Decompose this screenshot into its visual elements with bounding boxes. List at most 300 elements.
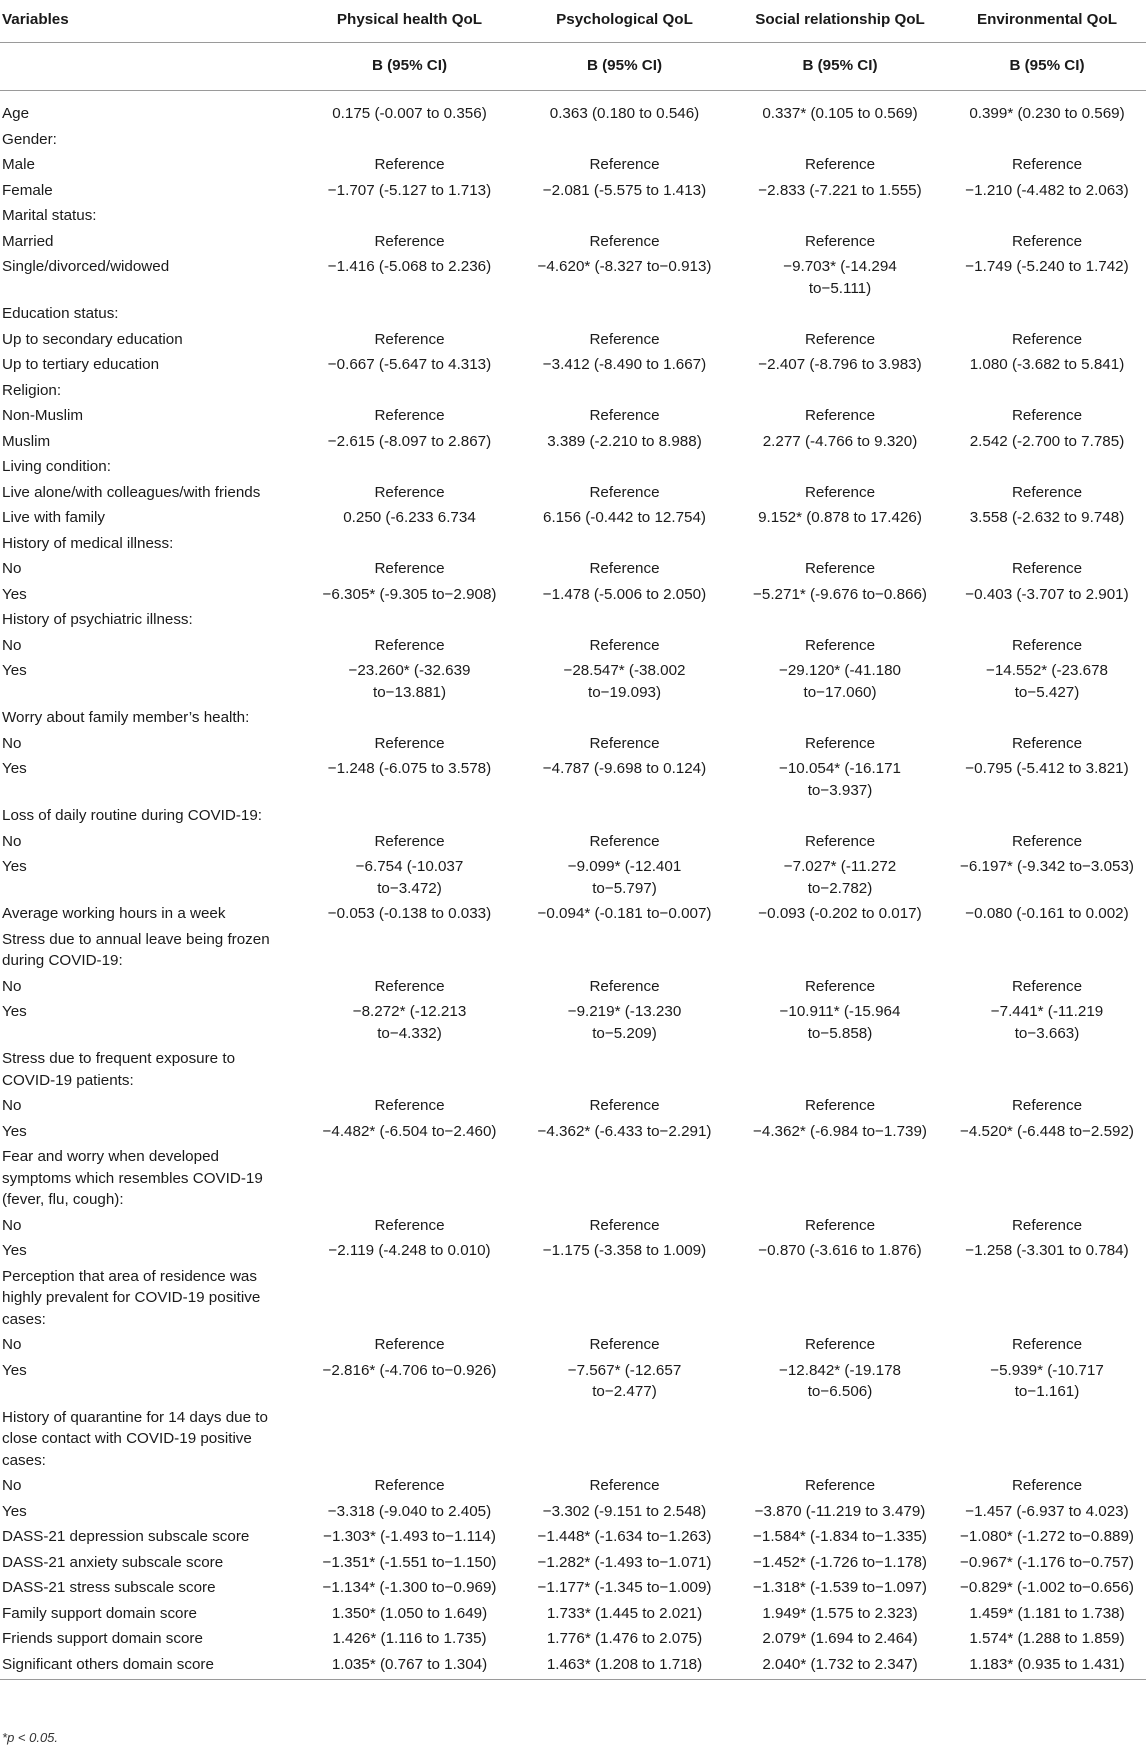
social-relationship-cell: Reference [804,1097,876,1114]
table-row [0,301,1146,327]
psychological-cell: Reference [589,1216,660,1234]
table-row [0,378,1146,404]
environmental-cell: −6.197* (-9.342 to−3.053) [960,858,1134,875]
variable-cell: Gender: [2,130,57,148]
variable-cell: No [2,560,22,577]
variable-cell: Marital status: [2,207,97,224]
social-relationship-cell [732,531,948,557]
social-relationship-cell: 0.337* (0.105 to 0.569) [762,105,918,122]
variable-cell: Yes [2,1502,27,1520]
variable-cell: Significant others domain score [0,1652,302,1680]
physical-health-cell: −1.351* (-1.551 to−1.150) [322,1553,497,1571]
psychological-cell: Reference [589,1097,660,1114]
table-row [0,974,1146,1000]
psychological-cell [517,378,732,404]
environmental-cell [948,454,1146,480]
psychological-cell: −3.302 (-9.151 to 2.548) [542,1502,707,1520]
environmental-cell [948,607,1146,633]
psychological-cell: Reference [589,1477,660,1494]
header-variables: Variables [0,0,302,42]
table-row [0,1550,1146,1576]
social-relationship-cell [732,454,948,480]
physical-health-cell [302,1144,517,1213]
table-row [0,1473,1146,1499]
table-row [0,582,1146,608]
physical-health-cell: Reference [374,407,445,424]
table-row [0,705,1146,731]
psychological-cell: −2.081 (-5.575 to 1.413) [542,181,707,199]
environmental-cell: −0.795 (-5.412 to 3.821) [965,760,1129,777]
psychological-cell: Reference [589,832,660,850]
social-relationship-cell [732,1405,948,1474]
social-relationship-cell: −10.054* (-16.171 to−3.937) [778,760,902,799]
variable-cell: Worry about family member’s health: [2,709,250,726]
psychological-cell: 0.363 (0.180 to 0.546) [549,105,700,122]
psychological-cell: Reference [589,232,660,250]
variable-cell: Single/divorced/widowed [2,258,170,275]
environmental-cell: Reference [1011,232,1083,250]
social-relationship-cell: 1.949* (1.575 to 2.323) [762,1604,918,1622]
variable-cell: No [2,977,22,995]
psychological-cell: 1.733* (1.445 to 2.021) [546,1604,703,1622]
social-relationship-cell: Reference [804,1336,876,1353]
table-row [0,1575,1146,1601]
psychological-cell: −4.362* (-6.433 to−2.291) [537,1122,712,1140]
social-relationship-cell: −9.703* (-14.294 to−5.111) [783,258,897,297]
physical-health-cell [302,1046,517,1093]
social-relationship-cell: Reference [804,407,876,424]
table-row [0,254,1146,301]
subheader-variables [0,42,302,91]
subheader-physical-health-qol: B (95% CI) [302,42,517,91]
table-row [0,756,1146,803]
header-psychological-qol: Psychological QoL [517,0,732,42]
variable-cell: DASS-21 stress subscale score [2,1579,216,1596]
environmental-cell: Reference [1011,734,1083,752]
physical-health-cell [302,927,517,974]
table-row [0,1238,1146,1264]
social-relationship-cell: −29.120* (-41.180 to−17.060) [778,662,902,701]
psychological-cell: Reference [589,330,660,348]
environmental-cell: −4.520* (-6.448 to−2.592) [960,1122,1134,1140]
social-relationship-cell [732,1144,948,1213]
psychological-cell: 6.156 (-0.442 to 12.754) [543,509,706,526]
social-relationship-cell: 2.040* (1.732 to 2.347) [732,1652,948,1680]
table-row [0,999,1146,1046]
psychological-cell: 3.389 (-2.210 to 8.988) [547,432,702,450]
physical-health-cell [302,1264,517,1333]
environmental-cell: 1.574* (1.288 to 1.859) [969,1630,1125,1647]
variable-cell: No [2,1216,22,1234]
environmental-cell: 2.542 (-2.700 to 7.785) [969,432,1125,450]
social-relationship-cell: −1.318* (-1.539 to−1.097) [753,1579,927,1596]
physical-health-cell: −8.272* (-12.213 to−4.332) [352,1003,467,1042]
environmental-cell [948,1405,1146,1474]
social-relationship-cell: Reference [804,636,876,654]
social-relationship-cell [732,1264,948,1333]
social-relationship-cell: Reference [804,1477,876,1494]
psychological-cell: −1.282* (-1.493 to−1.071) [537,1553,712,1571]
environmental-cell: Reference [1011,1336,1083,1353]
social-relationship-cell: −10.911* (-15.964 to−5.858) [779,1003,901,1042]
social-relationship-cell: Reference [804,330,876,348]
psychological-cell: Reference [589,483,660,501]
variable-cell: No [2,734,22,752]
variable-cell: Religion: [2,381,62,399]
environmental-cell: −0.967* (-1.176 to−0.757) [960,1553,1134,1571]
table-row [0,505,1146,531]
environmental-cell [948,531,1146,557]
psychological-cell [517,301,732,327]
physical-health-cell [302,607,517,633]
variable-cell: Up to tertiary education [2,356,160,373]
psychological-cell: −7.567* (-12.657 to−2.477) [567,1361,682,1400]
environmental-cell: 1.080 (-3.682 to 5.841) [969,356,1125,373]
variable-cell: Family support domain score [2,1604,197,1622]
physical-health-cell [302,301,517,327]
physical-health-cell [302,705,517,731]
social-relationship-cell: Reference [804,977,876,995]
variable-cell: Male [2,156,35,173]
table-row [0,1358,1146,1405]
table-row [0,429,1146,455]
psychological-cell: Reference [589,734,660,752]
social-relationship-cell: −4.362* (-6.984 to−1.739) [753,1122,927,1140]
environmental-cell: 0.399* (0.230 to 0.569) [969,105,1125,122]
variable-cell: Friends support domain score [2,1630,203,1647]
variable-cell: Average working hours in a week [2,905,226,922]
social-relationship-cell: Reference [804,483,876,501]
environmental-cell: −1.210 (-4.482 to 2.063) [965,181,1129,199]
physical-health-cell: Reference [374,636,445,654]
variable-cell: Yes [2,1122,27,1140]
psychological-cell: −3.412 (-8.490 to 1.667) [542,356,707,373]
environmental-cell: −14.552* (-23.678 to−5.427) [985,662,1109,701]
environmental-cell: −7.441* (-11.219 to−3.663) [990,1003,1104,1042]
table-row [0,633,1146,659]
table-row [0,607,1146,633]
variable-cell: Yes [2,858,27,875]
table-row [0,531,1146,557]
physical-health-cell: −1.134* (-1.300 to−0.969) [322,1579,497,1596]
variable-cell: Yes [2,760,27,777]
social-relationship-cell: Reference [804,1216,876,1234]
physical-health-cell: Reference [374,483,445,501]
physical-health-cell: −2.119 (-4.248 to 0.010) [328,1242,491,1259]
variable-cell: Perception that area of residence was highly prevalent for COVID-19 positive cases: [2,1267,261,1328]
environmental-cell: −0.080 (-0.161 to 0.002) [965,905,1129,922]
table-row [0,1626,1146,1652]
variable-cell: Female [2,181,53,199]
table-row [0,731,1146,757]
physical-health-cell: Reference [374,1336,445,1353]
table-row [0,127,1146,153]
variable-cell: No [2,636,22,654]
social-relationship-cell: Reference [804,232,876,250]
table-row [0,556,1146,582]
psychological-cell: Reference [589,407,660,424]
psychological-cell: −0.094* (-0.181 to−0.007) [537,905,712,922]
variable-cell: Yes [2,1361,27,1379]
environmental-cell: Reference [1011,977,1083,995]
table-row [0,352,1146,378]
variable-cell: History of quarantine for 14 days due to close contact with COVID-19 positive cases: [2,1408,268,1469]
physical-health-cell [302,454,517,480]
environmental-cell: −1.080* (-1.272 to−0.889) [960,1528,1134,1545]
table-row [0,803,1146,829]
variable-cell: Fear and worry when developed symptoms which resembles COVID-19 (fever, flu, cough): [2,1148,263,1208]
social-relationship-cell [732,1046,948,1093]
physical-health-cell: −1.248 (-6.075 to 3.578) [327,760,492,777]
physical-health-cell: Reference [374,1216,445,1234]
physical-health-cell: Reference [374,560,445,577]
psychological-cell [517,927,732,974]
table-row [0,854,1146,901]
physical-health-cell: Reference [374,1097,445,1114]
table-row [0,327,1146,353]
psychological-cell: −1.478 (-5.006 to 2.050) [542,585,707,603]
environmental-cell: Reference [1011,636,1083,654]
variable-cell: Education status: [2,305,119,322]
table-row [0,1652,1146,1680]
table-header [0,0,1146,91]
environmental-cell: −1.258 (-3.301 to 0.784) [965,1242,1129,1259]
subheader-environmental-qol: B (95% CI) [948,42,1146,91]
environmental-cell [948,378,1146,404]
psychological-cell: −1.448* (-1.634 to−1.263) [537,1528,712,1545]
environmental-cell [948,1046,1146,1093]
table-row [0,229,1146,255]
physical-health-cell: 0.250 (-6.233 6.734 [343,509,476,526]
psychological-cell [517,1046,732,1093]
table-row [0,152,1146,178]
social-relationship-cell [732,705,948,731]
psychological-cell: −1.175 (-3.358 to 1.009) [542,1242,707,1259]
variable-cell: Yes [2,1003,27,1020]
psychological-cell: Reference [589,977,660,995]
header-row [0,0,1146,42]
social-relationship-cell [732,127,948,153]
physical-health-cell: Reference [374,734,445,752]
table-row [0,1046,1146,1093]
environmental-cell: −1.457 (-6.937 to 4.023) [965,1502,1129,1520]
psychological-cell: −1.177* (-1.345 to−1.009) [537,1579,712,1596]
psychological-cell: Reference [589,156,660,173]
psychological-cell: −9.099* (-12.401 to−5.797) [567,858,682,897]
table-row [0,1213,1146,1239]
table-row [0,1499,1146,1525]
psychological-cell [517,1405,732,1474]
social-relationship-cell [732,607,948,633]
psychological-cell [517,705,732,731]
psychological-cell: Reference [589,636,660,654]
table-row [0,403,1146,429]
table-row [0,658,1146,705]
variable-cell: No [2,1097,22,1114]
table-row [0,203,1146,229]
physical-health-cell: 0.175 (-0.007 to 0.356) [332,105,487,122]
physical-health-cell [302,1405,517,1474]
variable-cell: DASS-21 depression subscale score [2,1528,250,1545]
social-relationship-cell [732,378,948,404]
physical-health-cell: −1.416 (-5.068 to 2.236) [327,258,492,275]
psychological-cell: Reference [589,560,660,577]
physical-health-cell [302,378,517,404]
physical-health-cell [302,203,517,229]
social-relationship-cell [732,203,948,229]
environmental-cell: Reference [1011,1477,1083,1494]
physical-health-cell: −6.305* (-9.305 to−2.908) [322,585,497,603]
header-environmental-qol: Environmental QoL [948,0,1146,42]
social-relationship-cell: −0.093 (-0.202 to 0.017) [758,905,922,922]
physical-health-cell: −2.816* (-4.706 to−0.926) [322,1361,497,1379]
physical-health-cell: 1.035* (0.767 to 1.304) [302,1652,517,1680]
table-row [0,454,1146,480]
table-row [0,178,1146,204]
footnote: *p < 0.05. [2,1730,59,1745]
psychological-cell [517,607,732,633]
psychological-cell: −4.620* (-8.327 to−0.913) [537,258,712,275]
psychological-cell [517,1264,732,1333]
environmental-cell [948,705,1146,731]
psychological-cell: 1.463* (1.208 to 1.718) [517,1652,732,1680]
environmental-cell: 1.183* (0.935 to 1.431) [948,1652,1146,1680]
psychological-cell [517,454,732,480]
physical-health-cell: Reference [374,832,445,850]
physical-health-cell: −1.303* (-1.493 to−1.114) [323,1528,496,1545]
variable-cell: Non-Muslim [2,407,84,424]
environmental-cell: −0.829* (-1.002 to−0.656) [960,1579,1134,1596]
physical-health-cell: 1.426* (1.116 to 1.735) [332,1630,487,1647]
social-relationship-cell: Reference [804,560,876,577]
subheader-social-relationship-qol: B (95% CI) [732,42,948,91]
social-relationship-cell: −2.833 (-7.221 to 1.555) [758,181,922,199]
social-relationship-cell: 2.277 (-4.766 to 9.320) [762,432,918,450]
environmental-cell: Reference [1011,832,1083,850]
physical-health-cell [302,803,517,829]
table-row [0,901,1146,927]
physical-health-cell: −3.318 (-9.040 to 2.405) [327,1502,492,1520]
table-body [0,91,1146,1680]
table-row [0,1093,1146,1119]
social-relationship-cell [732,927,948,974]
social-relationship-cell: −0.870 (-3.616 to 1.876) [758,1242,922,1259]
physical-health-cell [302,127,517,153]
table-row [0,1524,1146,1550]
environmental-cell: Reference [1011,156,1083,173]
environmental-cell [948,203,1146,229]
environmental-cell: −1.749 (-5.240 to 1.742) [965,258,1129,275]
table-row [0,1144,1146,1213]
table-row [0,829,1146,855]
table-row [0,1405,1146,1474]
psychological-cell: Reference [589,1336,660,1353]
physical-health-cell: Reference [374,156,445,173]
variable-cell: Loss of daily routine during COVID-19: [2,807,263,824]
variable-cell: Stress due to annual leave being frozen during COVID-19: [2,930,270,969]
physical-health-cell: −2.615 (-8.097 to 2.867) [327,432,492,450]
environmental-cell: Reference [1011,330,1083,348]
social-relationship-cell: Reference [804,734,876,752]
variable-cell: History of psychiatric illness: [2,611,193,628]
psychological-cell [517,531,732,557]
physical-health-cell: −6.754 (-10.037 to−3.472) [355,858,464,897]
environmental-cell: Reference [1011,407,1083,424]
physical-health-cell: −1.707 (-5.127 to 1.713) [327,181,492,199]
psychological-cell: −9.219* (-13.230 to−5.209) [567,1003,682,1042]
psychological-cell: 1.776* (1.476 to 2.075) [546,1630,703,1647]
psychological-cell [517,203,732,229]
table-row [0,1332,1146,1358]
social-relationship-cell: −7.027* (-11.272 to−2.782) [783,858,897,897]
social-relationship-cell [732,803,948,829]
table-row [0,1264,1146,1333]
environmental-cell: Reference [1011,483,1083,501]
environmental-cell: Reference [1011,1216,1083,1234]
environmental-cell [948,927,1146,974]
variable-cell: Yes [2,1242,27,1259]
environmental-cell [948,803,1146,829]
variable-cell: No [2,832,22,850]
environmental-cell: 1.459* (1.181 to 1.738) [969,1604,1125,1622]
psychological-cell [517,127,732,153]
social-relationship-cell: 2.079* (1.694 to 2.464) [762,1630,918,1647]
table-row [0,91,1146,127]
environmental-cell [948,127,1146,153]
physical-health-cell: 1.350* (1.050 to 1.649) [331,1604,488,1622]
table-row [0,1119,1146,1145]
variable-cell: Married [2,232,54,250]
environmental-cell: −0.403 (-3.707 to 2.901) [965,585,1129,603]
social-relationship-cell: Reference [804,156,876,173]
environmental-cell [948,1264,1146,1333]
psychological-cell: −4.787 (-9.698 to 0.124) [542,760,707,777]
physical-health-cell: Reference [374,232,445,250]
social-relationship-cell [732,301,948,327]
subheader-psychological-qol: B (95% CI) [517,42,732,91]
physical-health-cell: −0.667 (-5.647 to 4.313) [327,356,492,373]
variable-cell: Stress due to frequent exposure to COVID-19 patients: [2,1050,236,1089]
psychological-cell [517,1144,732,1213]
social-relationship-cell: −12.842* (-19.178 to−6.506) [778,1361,902,1400]
variable-cell: DASS-21 anxiety subscale score [2,1553,224,1571]
environmental-cell [948,1144,1146,1213]
header-physical-health-qol: Physical health QoL [302,0,517,42]
variable-cell: Yes [2,662,27,679]
environmental-cell: Reference [1011,560,1083,577]
table-row [0,480,1146,506]
table-row [0,927,1146,974]
social-relationship-cell: Reference [804,832,876,850]
variable-cell: Age [2,105,30,122]
variable-cell: No [2,1336,22,1353]
social-relationship-cell: −1.584* (-1.834 to−1.335) [753,1528,927,1545]
environmental-cell: 3.558 (-2.632 to 9.748) [969,509,1125,526]
variable-cell: Living condition: [2,458,111,475]
physical-health-cell [302,531,517,557]
psychological-cell [517,803,732,829]
physical-health-cell: −4.482* (-6.504 to−2.460) [322,1122,497,1140]
variable-cell: Up to secondary education [2,330,183,348]
environmental-cell: Reference [1011,1097,1083,1114]
variable-cell: Muslim [2,432,51,450]
social-relationship-cell: −1.452* (-1.726 to−1.178) [753,1553,927,1571]
header-social-relationship-qol: Social relationship QoL [732,0,948,42]
variable-cell: Live with family [2,509,105,526]
physical-health-cell: Reference [374,330,445,348]
variable-cell: No [2,1477,22,1494]
social-relationship-cell: −2.407 (-8.796 to 3.983) [758,356,922,373]
